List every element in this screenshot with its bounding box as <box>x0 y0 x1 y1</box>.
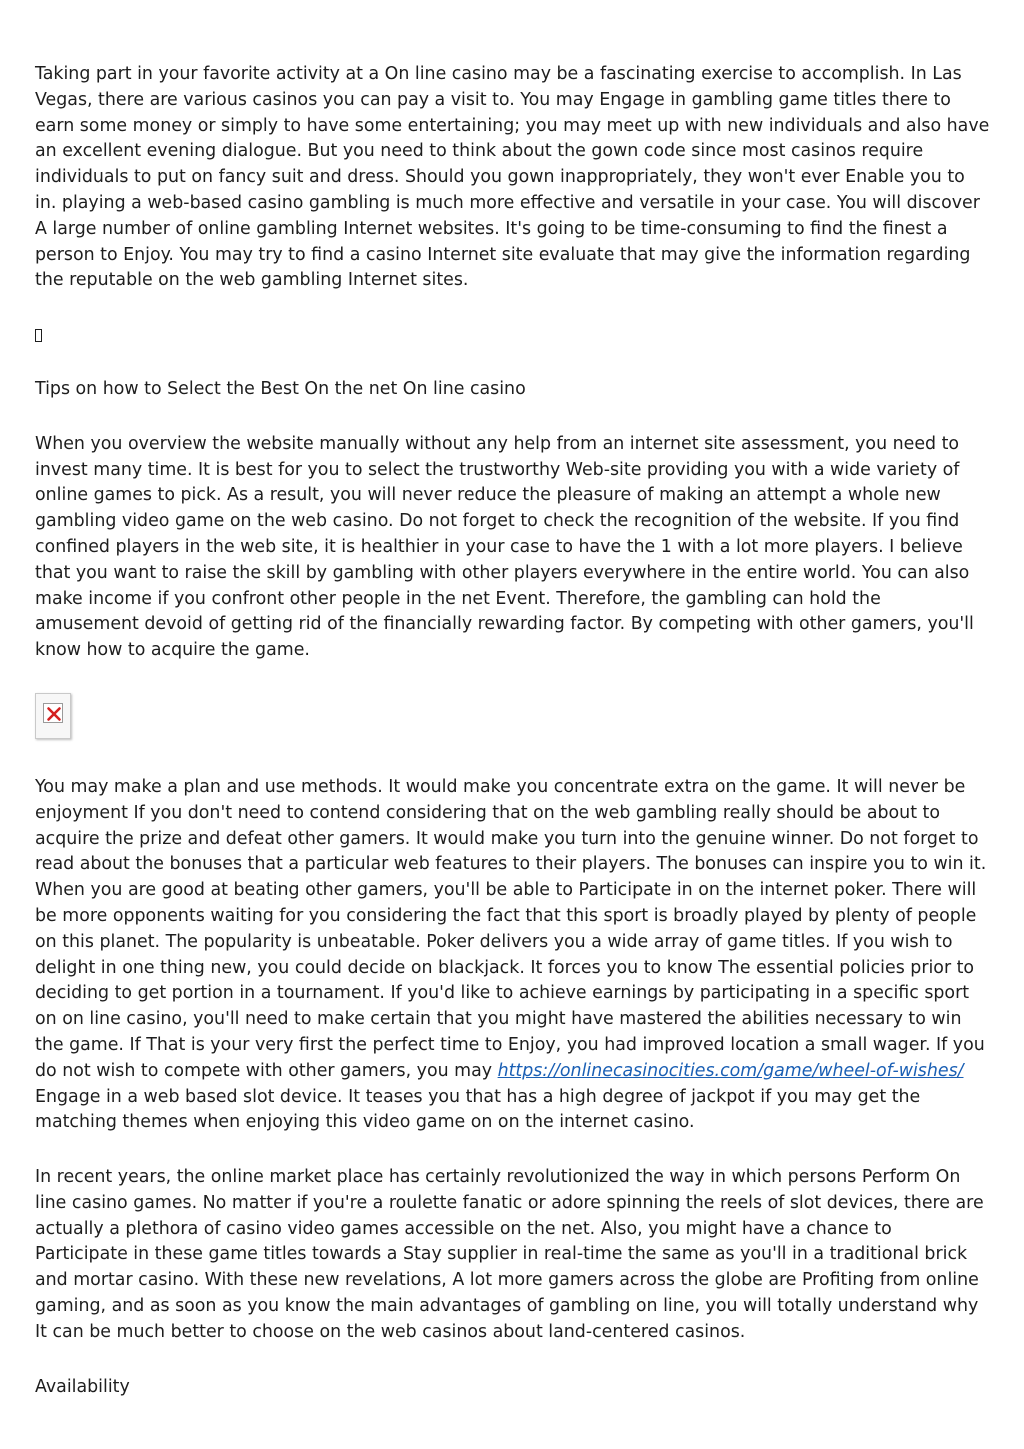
paragraph-select-casino: When you overview the website manually without any help from an internet site assessment, you need to invest many time. It is best for you to select the trustworthy Web-site providing you with a wide variety of online games to pick. As a result, you will never reduce the pleasure of making an attempt a whole new gambling video game on the web casino. Do not forget to check the recognition of the website. If you find confined players in the web site, it is healthier in your case to have the 1 with a lot more players. I believe that you want to raise the skill by gambling with other players everywhere in the entire world. You can also make income if you confront other people in the net Event. Therefore, the gambling can hold the amusement devoid of getting rid of the financially rewarding factor. By competing with other gamers, you'll know how to acquire the game. <box>35 433 974 661</box>
broken-image-icon <box>35 693 71 739</box>
red-x-icon <box>46 706 62 722</box>
broken-image-frame <box>43 703 63 723</box>
paragraph-strategy <box>35 775 990 1136</box>
wheel-of-wishes-link[interactable]: https://onlinecasinocities.com/game/wheel-of-wishes/ <box>497 1060 964 1081</box>
missing-glyph-icon <box>35 329 42 342</box>
paragraph-strategy-text-continued: Engage in a web based slot device. It teases you that has a high degree of jackpot if you may get the matching themes when enjoying this video game on on the internet casino. <box>35 1086 921 1133</box>
paragraph-online-gaming: In recent years, the online market place has certainly revolutionized the way in which persons Perform On line casino games. No matter if you're a roulette fanatic or adore spinning the reels of slot devices, there are actually a plethora of casino video games accessible on the net. Also, you might have a chance to Participate in these game titles towards a Stay supplier in real-time the same as you'll in a traditional brick and mortar casino. With these new revelations, A lot more gamers across the globe are Profiting from online gaming, and as soon as you know the main advantages of gambling on line, you will totally understand why It can be much better to choose on the web casinos about land-centered casinos. <box>35 1167 984 1342</box>
section-heading-select-casino: Tips on how to Select the Best On the net On line casino <box>35 378 526 399</box>
paragraph-strategy-text: You may make a plan and use methods. It would make you concentrate extra on the game. It will never be enjoyment If you don't need to contend considering that on the web gambling really should be about to acquire the prize and defeat other gamers. It would make you turn into the genuine winner. Do not forget to read about the bonuses that a particular web features to their players. The bonuses can inspire you to win it. When you are good at beating other gamers, you'll be able to Participate in on the internet poker. There will be more opponents waiting for you considering the fact that this sport is broadly played by plenty of people on this planet. The popularity is unbeatable. Poker delivers you a wide array of game titles. If you wish to delight in one thing new, you could decide on blackjack. It forces you to know The essential policies prior to deciding to get portion in a tournament. If you'd like to achieve earnings by participating in a specific sport on on line casino, you'll need to make certain that you might have mastered the abilities necessary to win the game. If That is your very first the perfect time to Enjoy, you had improved location a small wager. If you do not wish to compete with other gamers, you may <box>35 776 987 1081</box>
document-body <box>35 62 990 1400</box>
missing-glyph-line <box>35 322 990 348</box>
paragraph-intro: Taking part in your favorite activity at a On line casino may be a fascinating exercise to accomplish. In Las Vegas, there are various casinos you can pay a visit to. You may Engage in gambling game titles there to earn some money or simply to have some entertaining; you may meet up with new individuals and also have an excellent evening dialogue. But you need to think about the gown code since most casinos require individuals to put on fancy suit and dress. Should you gown inappropriately, they won't ever Enable you to in. playing a web-based casino gambling is much more effective and versatile in your case. You will discover A large number of online gambling Internet websites. It's going to be time-consuming to find the finest a person to Enjoy. You may try to find a casino Internet site evaluate that may give the information regarding the reputable on the web gambling Internet sites. <box>35 64 990 291</box>
section-heading-availability: Availability <box>35 1376 130 1397</box>
